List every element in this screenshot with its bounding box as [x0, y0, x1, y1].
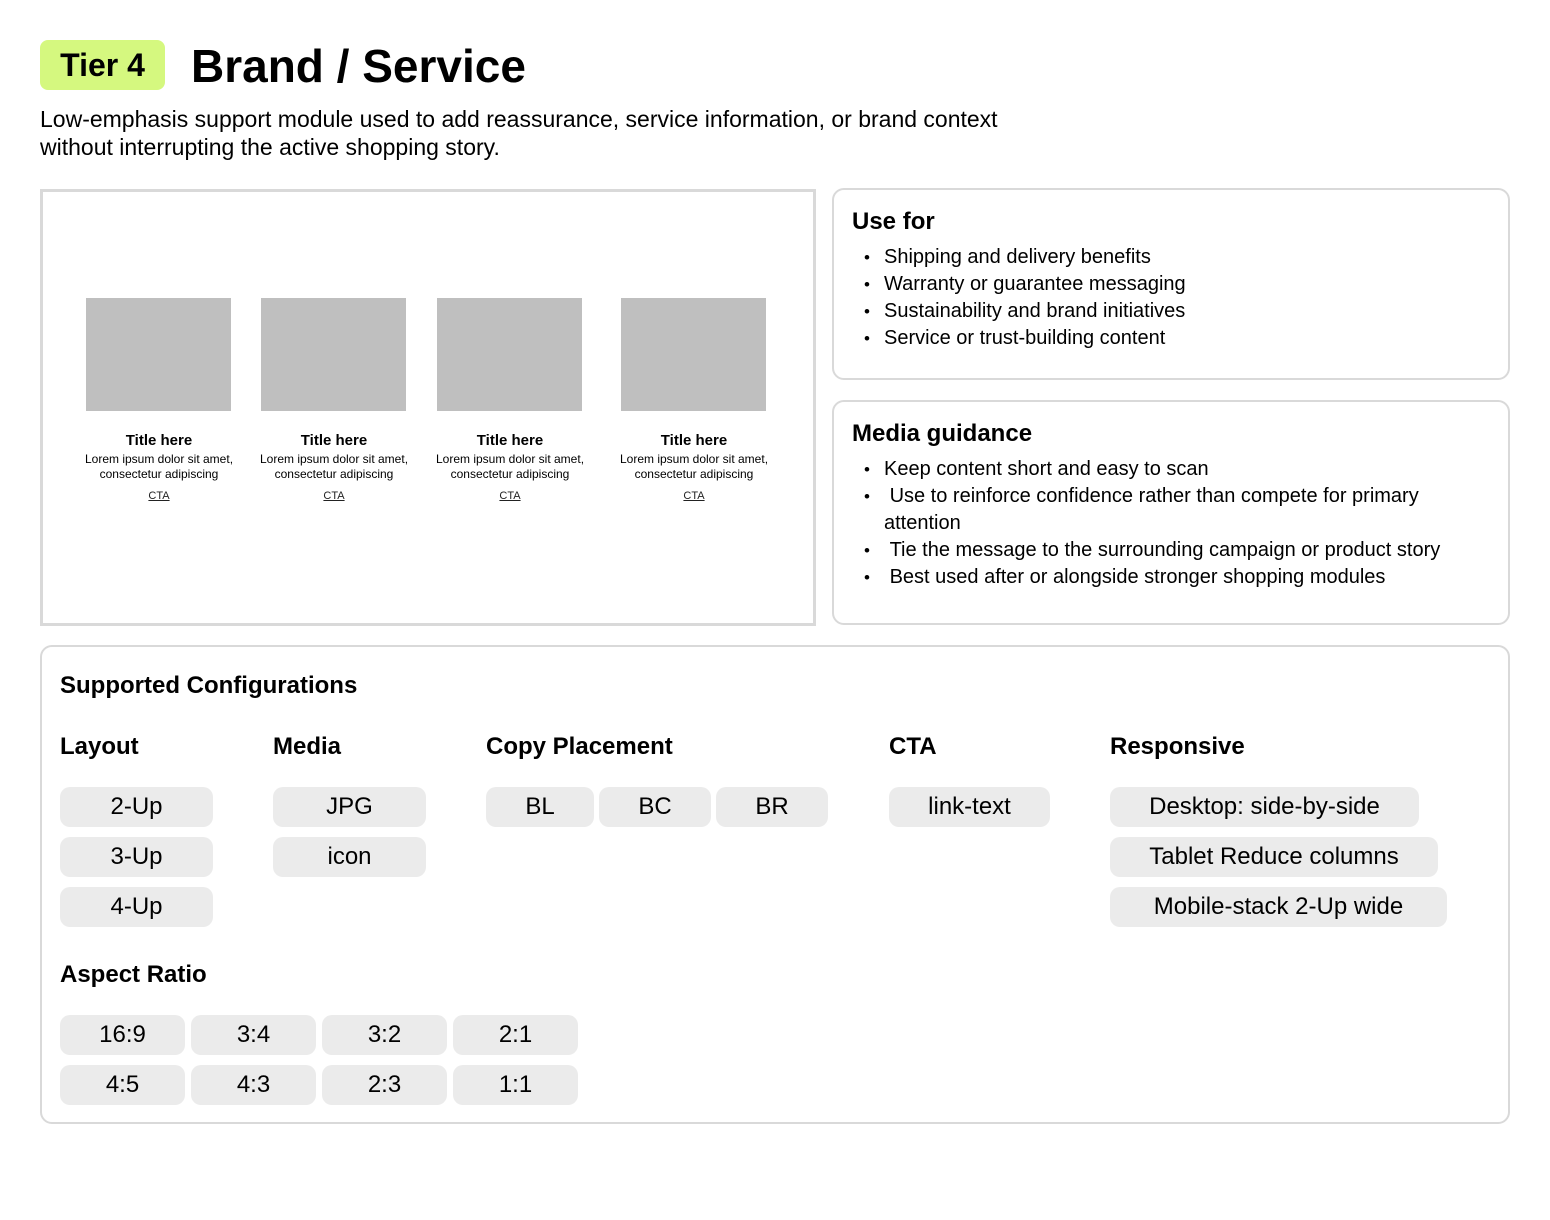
module-preview: [40, 189, 816, 626]
card-image-placeholder: [261, 298, 406, 411]
responsive-option[interactable]: Desktop: side-by-side: [1110, 787, 1419, 827]
card-body: Lorem ipsum dolor sit amet, consectetur adipiscing: [259, 452, 409, 481]
aspect-ratio-option[interactable]: 3:4: [191, 1015, 316, 1055]
list-item: • Shipping and delivery benefits: [864, 244, 1464, 271]
layout-option[interactable]: 4-Up: [60, 887, 213, 927]
copy-placement-option[interactable]: BR: [716, 787, 828, 827]
card-cta-link[interactable]: CTA: [323, 490, 345, 502]
card-image-placeholder: [621, 298, 766, 411]
copy-placement-option[interactable]: BC: [599, 787, 711, 827]
use-for-title: Use for: [852, 208, 935, 235]
card-cta-link[interactable]: CTA: [148, 490, 170, 502]
list-item: • Keep content short and easy to scan: [864, 456, 1444, 483]
list-item: • Service or trust-building content: [864, 325, 1464, 352]
aspect-ratio-option[interactable]: 16:9: [60, 1015, 185, 1055]
card-cta-link[interactable]: CTA: [499, 490, 521, 502]
card-title: Title here: [300, 432, 368, 449]
media-option[interactable]: JPG: [273, 787, 426, 827]
card-text: [254, 432, 414, 504]
list-item: • Warranty or guarantee messaging: [864, 271, 1464, 298]
card-image-placeholder: [86, 298, 231, 411]
aspect-ratio-option[interactable]: 1:1: [453, 1065, 578, 1105]
media-guidance-title: Media guidance: [852, 420, 1033, 447]
responsive-option[interactable]: Mobile-stack 2-Up wide: [1110, 887, 1447, 927]
card-title: Title here: [476, 432, 544, 449]
card-title: Title here: [125, 432, 193, 449]
aspect-ratio-option[interactable]: 4:3: [191, 1065, 316, 1105]
tier-badge: Tier 4: [40, 40, 165, 90]
use-for-list: [864, 244, 1464, 352]
list-item: • Use to reinforce confidence rather than compete for primary attention: [864, 483, 1444, 537]
aspect-ratio-option[interactable]: 2:1: [453, 1015, 578, 1055]
cta-heading: CTA: [889, 733, 937, 760]
card-cta-link[interactable]: CTA: [683, 490, 705, 502]
layout-option[interactable]: 3-Up: [60, 837, 213, 877]
card-image-placeholder: [437, 298, 582, 411]
section-title: Supported Configurations: [60, 672, 358, 699]
card-text: [79, 432, 239, 504]
list-item: • Tie the message to the surrounding campaign or product story: [864, 537, 1444, 564]
responsive-heading: Responsive: [1110, 733, 1245, 760]
responsive-option[interactable]: Tablet Reduce columns: [1110, 837, 1438, 877]
card-text: [614, 432, 774, 504]
aspect-ratio-heading: Aspect Ratio: [60, 961, 207, 988]
page-description: Low-emphasis support module used to add reassurance, service information, or brand context without interrupting the active shopping story.: [40, 106, 998, 160]
page-title: Brand / Service: [191, 40, 526, 92]
copy-placement-option[interactable]: BL: [486, 787, 594, 827]
card-body: Lorem ipsum dolor sit amet, consectetur adipiscing: [619, 452, 769, 481]
list-item: • Best used after or alongside stronger shopping modules: [864, 564, 1444, 591]
card-title: Title here: [660, 432, 728, 449]
supported-configurations-panel: [40, 645, 1510, 1124]
aspect-ratio-option[interactable]: 2:3: [322, 1065, 447, 1105]
layout-heading: Layout: [60, 733, 139, 760]
media-option[interactable]: icon: [273, 837, 426, 877]
copy-placement-heading: Copy Placement: [486, 733, 673, 760]
media-heading: Media: [273, 733, 342, 760]
layout-option[interactable]: 2-Up: [60, 787, 213, 827]
aspect-ratio-option[interactable]: 4:5: [60, 1065, 185, 1105]
card-body: Lorem ipsum dolor sit amet, consectetur adipiscing: [435, 452, 585, 481]
media-guidance-list: [864, 456, 1444, 591]
aspect-ratio-option[interactable]: 3:2: [322, 1015, 447, 1055]
media-guidance-panel: [832, 400, 1510, 625]
list-item: • Sustainability and brand initiatives: [864, 298, 1464, 325]
use-for-panel: [832, 188, 1510, 380]
card-body: Lorem ipsum dolor sit amet, consectetur adipiscing: [84, 452, 234, 481]
cta-option[interactable]: link-text: [889, 787, 1050, 827]
card-text: [430, 432, 590, 504]
